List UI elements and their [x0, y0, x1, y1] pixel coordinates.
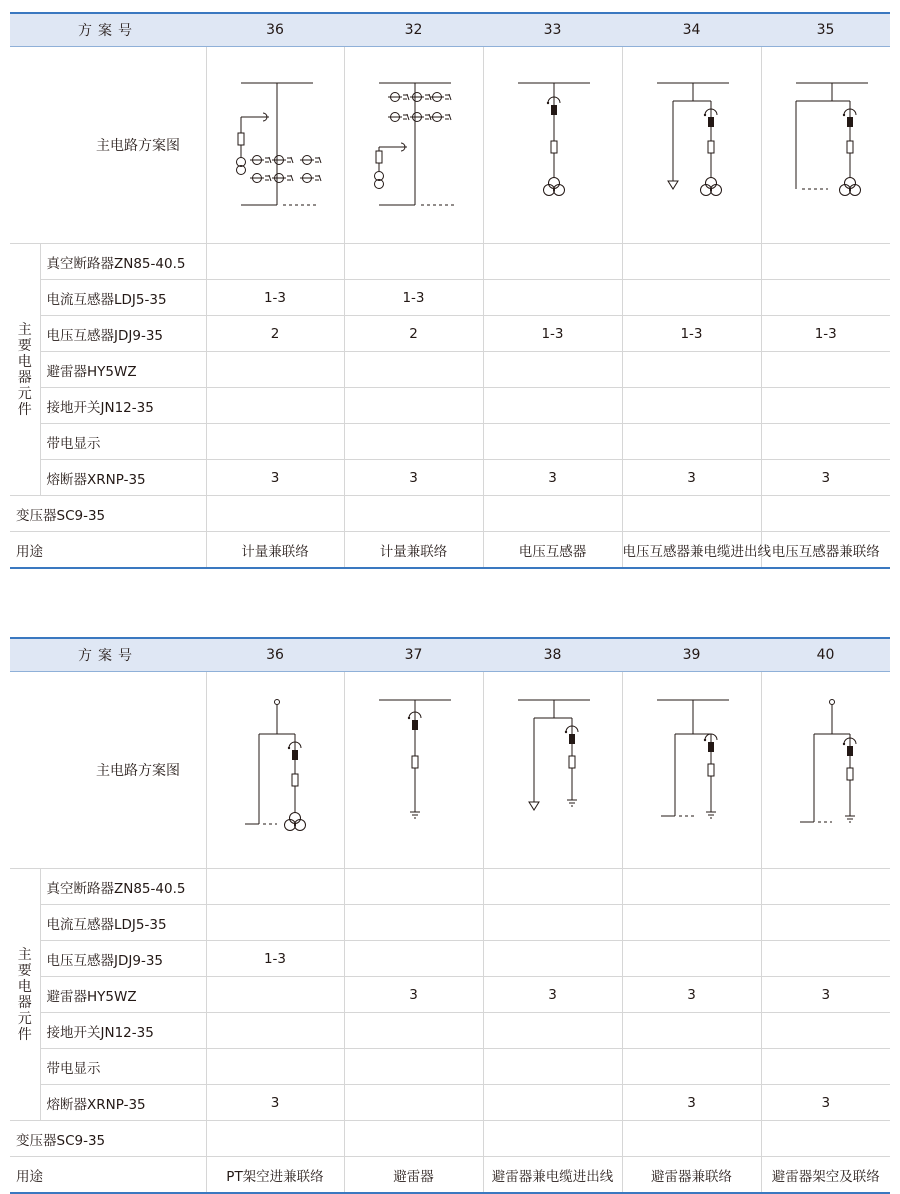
component-value	[622, 244, 761, 280]
component-value	[344, 905, 483, 941]
component-value	[761, 941, 890, 977]
component-row	[10, 869, 890, 905]
component-value: 3	[761, 977, 890, 1013]
component-row	[10, 316, 890, 352]
component-row	[10, 1049, 890, 1085]
component-value	[206, 905, 344, 941]
scheme-number: 32	[344, 13, 483, 47]
scheme-number: 40	[761, 638, 890, 672]
component-value	[761, 869, 890, 905]
circuit-diagram-cell	[206, 47, 344, 244]
component-value	[761, 1049, 890, 1085]
transformer-row	[10, 496, 890, 532]
component-label: 避雷器HY5WZ	[40, 352, 206, 388]
component-label: 熔断器XRNP-35	[40, 1085, 206, 1121]
component-value: 1-3	[206, 280, 344, 316]
header-row	[10, 638, 890, 672]
component-row	[10, 460, 890, 496]
component-value	[761, 388, 890, 424]
component-value	[206, 977, 344, 1013]
component-value	[483, 1013, 622, 1049]
component-value	[483, 1085, 622, 1121]
component-value: 3	[206, 460, 344, 496]
component-label: 电压互感器JDJ9-35	[40, 316, 206, 352]
transformer-value	[483, 496, 622, 532]
component-value: 2	[344, 316, 483, 352]
component-value: 1-3	[344, 280, 483, 316]
scheme-number-label: 方案号	[10, 638, 206, 672]
component-value: 1-3	[622, 316, 761, 352]
component-value: 3	[761, 1085, 890, 1121]
usage-value: 电压互感器	[483, 532, 622, 569]
usage-value: 计量兼联络	[344, 532, 483, 569]
usage-value: 电压互感器兼电缆进出线	[622, 532, 761, 569]
usage-value: 避雷器兼联络	[622, 1157, 761, 1194]
scheme-number: 35	[761, 13, 890, 47]
component-row	[10, 244, 890, 280]
circuit-diagram-cell	[761, 672, 890, 869]
component-value	[483, 388, 622, 424]
component-value: 2	[206, 316, 344, 352]
circuit-diagram-pt-only	[484, 47, 624, 243]
circuit-diagram-pt-link	[762, 47, 900, 243]
component-value	[206, 869, 344, 905]
usage-value: PT架空进兼联络	[206, 1157, 344, 1194]
transformer-value	[761, 496, 890, 532]
component-value	[622, 941, 761, 977]
circuit-diagram-cell	[622, 672, 761, 869]
component-label: 真空断路器ZN85-40.5	[40, 869, 206, 905]
circuit-diagram-pt-overhead	[207, 672, 347, 868]
component-label: 避雷器HY5WZ	[40, 977, 206, 1013]
component-row	[10, 280, 890, 316]
component-row	[10, 905, 890, 941]
component-value: 3	[483, 460, 622, 496]
component-value	[206, 424, 344, 460]
component-value	[761, 352, 890, 388]
transformer-value	[344, 1121, 483, 1157]
transformer-label: 变压器SC9-35	[10, 1121, 206, 1157]
component-value	[761, 905, 890, 941]
diagram-row	[10, 672, 890, 869]
component-row	[10, 388, 890, 424]
component-value	[344, 1085, 483, 1121]
component-value	[344, 869, 483, 905]
component-value: 3	[622, 460, 761, 496]
scheme-number: 37	[344, 638, 483, 672]
component-label: 电压互感器JDJ9-35	[40, 941, 206, 977]
component-value	[344, 941, 483, 977]
component-value	[622, 869, 761, 905]
component-value	[206, 1049, 344, 1085]
component-label: 电流互感器LDJ5-35	[40, 905, 206, 941]
component-value	[622, 280, 761, 316]
usage-value: 计量兼联络	[206, 532, 344, 569]
transformer-value	[206, 496, 344, 532]
component-value	[344, 424, 483, 460]
component-value	[483, 941, 622, 977]
circuit-diagram-arrester-overhead	[762, 672, 900, 868]
component-label: 带电显示	[40, 1049, 206, 1085]
component-value	[483, 244, 622, 280]
component-value: 1-3	[761, 316, 890, 352]
circuit-diagram-arrester	[345, 672, 485, 868]
scheme-number: 33	[483, 13, 622, 47]
component-value: 3	[206, 1085, 344, 1121]
component-group-label: 主要电器元件	[10, 244, 40, 496]
scheme-number: 39	[622, 638, 761, 672]
scheme-number-label: 方案号	[10, 13, 206, 47]
circuit-diagram-pt-cable	[623, 47, 763, 243]
usage-value: 避雷器架空及联络	[761, 1157, 890, 1194]
scheme-number: 36	[206, 13, 344, 47]
scheme-table-2	[10, 637, 890, 1194]
usage-value: 避雷器兼电缆进出线	[483, 1157, 622, 1194]
header-row	[10, 13, 890, 47]
component-value	[483, 280, 622, 316]
component-value	[206, 1013, 344, 1049]
component-row	[10, 424, 890, 460]
usage-label: 用途	[10, 1157, 206, 1194]
component-value: 1-3	[206, 941, 344, 977]
circuit-diagram-cell	[761, 47, 890, 244]
circuit-diagram-cell	[622, 47, 761, 244]
component-value	[761, 1013, 890, 1049]
scheme-number: 38	[483, 638, 622, 672]
component-value	[622, 905, 761, 941]
component-value	[483, 352, 622, 388]
component-value	[344, 1013, 483, 1049]
diagram-row	[10, 47, 890, 244]
component-label: 真空断路器ZN85-40.5	[40, 244, 206, 280]
component-value	[483, 869, 622, 905]
component-label: 熔断器XRNP-35	[40, 460, 206, 496]
component-group-label: 主要电器元件	[10, 869, 40, 1121]
component-value	[622, 1049, 761, 1085]
transformer-value	[622, 496, 761, 532]
diagram-row-label: 主电路方案图	[10, 672, 206, 869]
circuit-diagram-pt-ct-bus-top	[345, 47, 485, 243]
scheme-number: 36	[206, 638, 344, 672]
component-value	[206, 388, 344, 424]
component-label: 接地开关JN12-35	[40, 1013, 206, 1049]
component-value	[344, 352, 483, 388]
component-value: 3	[344, 460, 483, 496]
transformer-value	[344, 496, 483, 532]
component-value	[761, 424, 890, 460]
component-row	[10, 977, 890, 1013]
component-value	[622, 352, 761, 388]
component-value	[483, 1049, 622, 1085]
component-value	[761, 280, 890, 316]
transformer-value	[206, 1121, 344, 1157]
usage-label: 用途	[10, 532, 206, 569]
component-value: 3	[622, 977, 761, 1013]
usage-value: 避雷器	[344, 1157, 483, 1194]
transformer-row	[10, 1121, 890, 1157]
component-label: 电流互感器LDJ5-35	[40, 280, 206, 316]
component-value: 1-3	[483, 316, 622, 352]
transformer-value	[622, 1121, 761, 1157]
scheme-table-1	[10, 12, 890, 569]
component-value: 3	[483, 977, 622, 1013]
component-value	[483, 424, 622, 460]
usage-value: 电压互感器兼联络	[761, 532, 890, 569]
component-value	[344, 388, 483, 424]
component-row	[10, 1085, 890, 1121]
component-label: 带电显示	[40, 424, 206, 460]
component-value	[344, 1049, 483, 1085]
circuit-diagram-arrester-cable	[484, 672, 624, 868]
component-value	[206, 352, 344, 388]
circuit-diagram-pt-ct-bus	[207, 47, 347, 243]
component-value	[206, 244, 344, 280]
component-label: 接地开关JN12-35	[40, 388, 206, 424]
component-value	[483, 905, 622, 941]
component-value: 3	[622, 1085, 761, 1121]
component-row	[10, 352, 890, 388]
transformer-value	[761, 1121, 890, 1157]
transformer-label: 变压器SC9-35	[10, 496, 206, 532]
usage-row	[10, 532, 890, 569]
circuit-diagram-cell	[483, 672, 622, 869]
circuit-diagram-cell	[206, 672, 344, 869]
component-row	[10, 941, 890, 977]
component-value	[761, 244, 890, 280]
circuit-diagram-cell	[483, 47, 622, 244]
component-value	[344, 244, 483, 280]
component-value	[622, 1013, 761, 1049]
component-value	[622, 388, 761, 424]
component-value: 3	[761, 460, 890, 496]
circuit-diagram-cell	[344, 47, 483, 244]
component-value: 3	[344, 977, 483, 1013]
diagram-row-label: 主电路方案图	[10, 47, 206, 244]
transformer-value	[483, 1121, 622, 1157]
scheme-number: 34	[622, 13, 761, 47]
component-value	[622, 424, 761, 460]
usage-row	[10, 1157, 890, 1194]
circuit-diagram-arrester-link	[623, 672, 763, 868]
component-row	[10, 1013, 890, 1049]
circuit-diagram-cell	[344, 672, 483, 869]
